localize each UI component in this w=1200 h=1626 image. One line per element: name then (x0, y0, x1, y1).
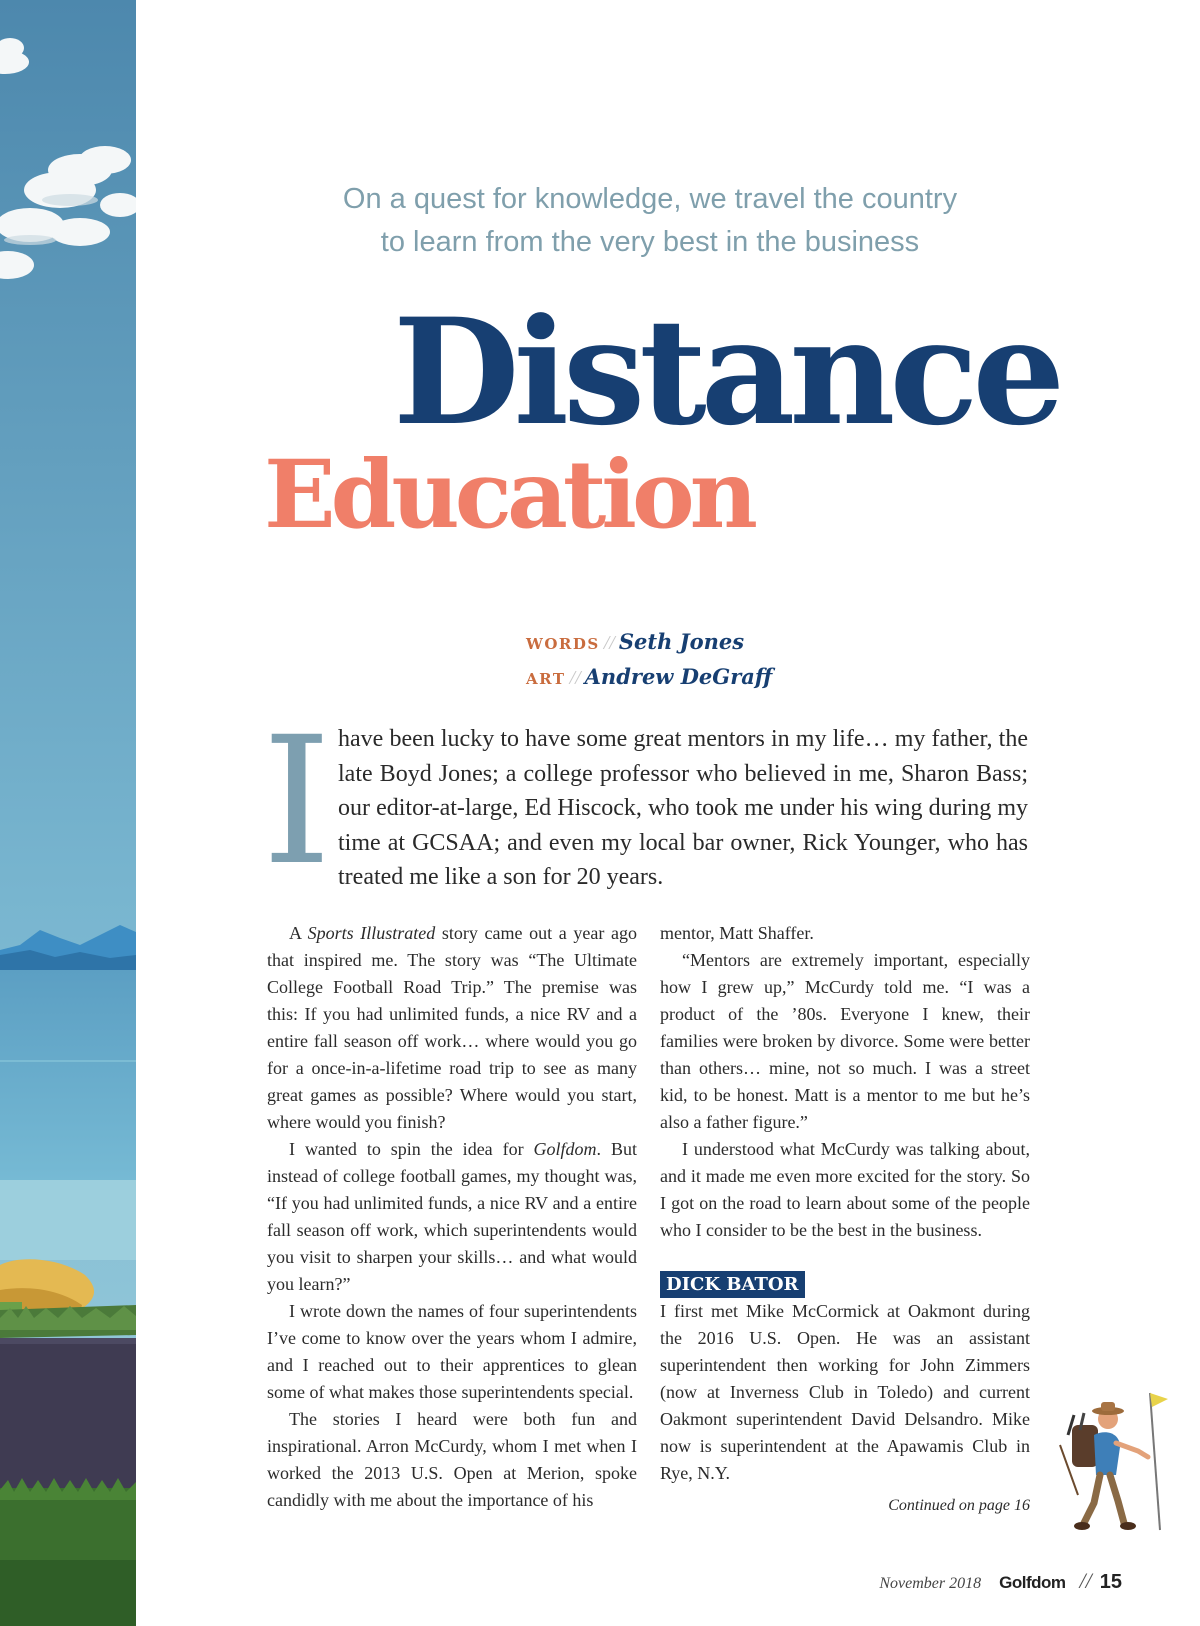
publication-title: Sports Illustrated (307, 923, 436, 943)
art-credit (526, 661, 772, 696)
hiker-illustration (1050, 1385, 1170, 1540)
text-run: I wanted to spin the idea for (289, 1139, 534, 1159)
words-credit (526, 626, 772, 661)
text-run: story came out a year ago that inspired me. The story was “The Ultimate College Football Road Trip.” The premise was this: If you had unlimited funds, a nice RV and a entire fall season off work… where would you go for a once-in-a-lifetime road trip to see as many great games as possible? Where would you start, where would you finish? (267, 923, 637, 1132)
body-column-right (660, 920, 1030, 1519)
section-subhead: DICK BATOR (660, 1271, 805, 1298)
body-paragraph: I first met Mike McCormick at Oakmont during the 2016 U.S. Open. He was an assistant superintendent then working for John Zimmers (now at Inverness Club in Toledo) and current Oakmont superintendent David Delsandro. Mike now is superintendent at the Apawamis Club in Rye, N.Y. (660, 1301, 1030, 1483)
artist-name: Andrew DeGraff (584, 664, 773, 689)
words-label: WORDS (526, 635, 600, 653)
deck-line-1: On a quest for knowledge, we travel the country (342, 183, 958, 215)
continued-line: Continued on page 16 (888, 1497, 1030, 1514)
hiker-figure (1050, 1385, 1170, 1535)
magazine-name: Golfdom (999, 1573, 1066, 1592)
credit-separator: // (569, 667, 581, 689)
drop-cap: I (262, 699, 332, 904)
text-run: A (289, 923, 308, 943)
cover-illustration-strip (0, 0, 136, 1626)
body-paragraph: The stories I heard were both fun and inspirational. Arron McCurdy, whom I met when I worked the 2013 U.S. Open at Merion, spoke candidly with me about the importance of his (267, 1409, 637, 1510)
article-deck (290, 178, 1010, 264)
body-paragraph: I wrote down the names of four superintendents I’ve come to know over the years whom I admire, and I reached out to their apprentices to glean some of what makes those superintendents special. (267, 1301, 637, 1402)
body-paragraph (267, 920, 637, 1136)
text-run: . But instead of college football games, my thought was, “If you had unlimited funds, a nice RV and a entire fall season off work, which superintendents would you visit to sharpen your skills… and what would you learn?” (267, 1139, 637, 1294)
landscape-illustration (0, 0, 136, 1626)
deck-line-2: to learn from the very best in the business (380, 226, 920, 258)
body-paragraph: mentor, Matt Shaffer. (660, 923, 814, 943)
headline-education: Education (264, 440, 754, 550)
issue-date: November 2018 (879, 1575, 982, 1592)
byline-credits (526, 626, 772, 696)
art-label: ART (526, 670, 566, 688)
body-paragraph: “Mentors are extremely important, especially how I grew up,” McCurdy told me. “I was a product of the ’80s. Everyone I knew, their families were broken by divorce. Some were better than others… mine, not so much. I was a street kid, to be honest. Matt is a mentor to me but he’s also a father figure.” (660, 950, 1030, 1132)
publication-title: Golfdom (533, 1139, 597, 1159)
lede-paragraph: have been lucky to have some great mentors in my life… my father, the late Boyd Jones; a college professor who believed in me, Sharon Bass; our editor-at-large, Ed Hiscock, who took me under his wing during my time at GCSAA; and even my local bar owner, Rick Younger, who has treated me like a son for 20 years. (338, 726, 1028, 890)
credit-separator: // (603, 632, 615, 654)
body-paragraph: I understood what McCurdy was talking about, and it made me even more excited for the story. So I got on the road to learn about some of the people who I consider to be the best in the business. (660, 1139, 1030, 1240)
page-footer (879, 1568, 1122, 1594)
folio-separator: // (1079, 1568, 1092, 1593)
page-number: 15 (1099, 1571, 1122, 1593)
body-column-left (267, 920, 637, 1514)
body-paragraph (267, 1136, 637, 1298)
headline-distance: Distance (393, 287, 1060, 458)
author-name: Seth Jones (618, 629, 745, 654)
